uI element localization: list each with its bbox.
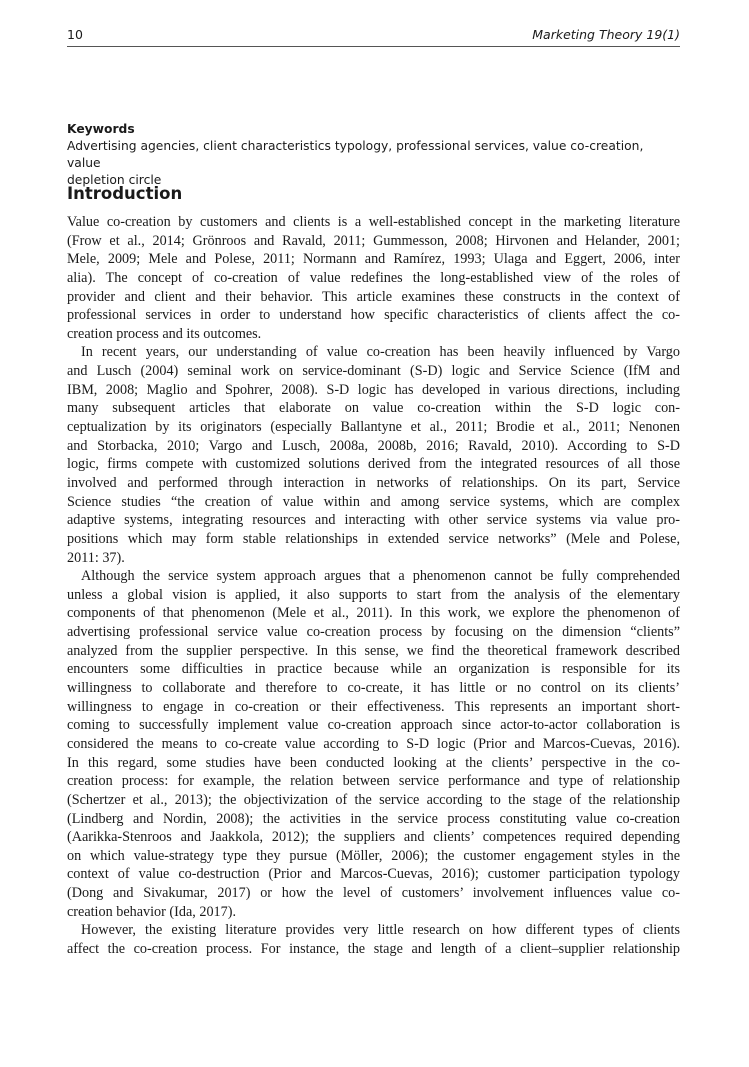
text-line: unless a global vision is applied, it also supports to start from the analysis of the elementary [67, 586, 680, 603]
text-line: context of value co-destruction (Prior and Marcos-Cuevas, 2016); customer participation typology [67, 866, 680, 883]
text-line: Value co-creation by customers and clients is a well-established concept in the marketing literature [67, 214, 680, 230]
text-line: many subsequent articles that elaborate on value co-creation within the S-D logic con- [67, 400, 680, 417]
text-line: on which value-strategy type they pursue (Möller, 2006); the customer engagement styles in the [67, 847, 680, 864]
text-line: affect the co-creation process. For instance, the stage and length of a client–supplier relationship [67, 940, 680, 957]
text-line: (Dong and Sivakumar, 2017) or how the level of customers’ involvement influences value co- [67, 885, 680, 902]
paragraph [67, 213, 680, 343]
text-line: creation behavior (Ida, 2017). [67, 903, 236, 920]
text-line: However, the existing literature provides very little research on how different types of clients [81, 922, 680, 939]
text-line: In recent years, our understanding of value co-creation has been heavily influenced by Vargo [81, 344, 680, 361]
text-line: (Lindberg and Nordin, 2008); the activities in the service process constituting value co-creation [67, 810, 680, 827]
text-line: willingness to engage in co-creation or their effectiveness. This represents an important short- [67, 698, 680, 715]
text-line: In this regard, some studies have been conducted looking at the clients’ perspective in the co- [67, 754, 680, 771]
text-line: logic, firms compete with customized solutions derived from the integrated resources of all those [67, 456, 680, 473]
keywords-section [67, 121, 680, 189]
text-line: components of that phenomenon (Mele et al., 2011). In this work, we explore the phenomenon of [67, 605, 680, 622]
body-text [67, 213, 680, 959]
section-heading: Introduction [67, 184, 183, 203]
paragraph [67, 567, 680, 921]
text-line: advertising professional service value co-creation process by focusing on the dimension “clients” [67, 624, 680, 641]
text-line: Although the service system approach argues that a phenomenon cannot be fully comprehended [81, 568, 680, 585]
text-line: (Frow et al., 2014; Grönroos and Ravald, 2011; Gummesson, 2008; Hirvonen and Helander, 2001; [67, 232, 680, 249]
text-line: and Storbacka, 2010; Vargo and Lusch, 2008a, 2008b, 2016; Ravald, 2010). According to S-D [67, 437, 680, 454]
running-header [67, 27, 680, 47]
text-line: coming to successfully implement value co-creation approach since actor-to-actor collaboration is [67, 717, 680, 734]
text-line: creation process and its outcomes. [67, 325, 262, 342]
text-line: analyzed from the supplier perspective. In this sense, we find the theoretical framework described [67, 642, 680, 659]
keywords-line: depletion circle [67, 173, 162, 187]
text-line: considered the means to co-create value according to S-D logic (Prior and Marcos-Cuevas, 2016). [67, 735, 680, 752]
keywords-heading: Keywords [67, 122, 135, 136]
text-line: adaptive systems, integrating resources and interacting with other service systems via value pro- [67, 512, 680, 529]
text-line: 2011: 37). [67, 549, 125, 566]
text-line: professional services in order to understand how specific characteristics of clients affect the co- [67, 307, 680, 324]
keywords-line: Advertising agencies, client characteristics typology, professional services, value co-creation, value [67, 139, 644, 170]
text-line: and Lusch (2004) seminal work on service-dominant (S-D) logic and Service Science (IfM and [67, 363, 680, 380]
text-line: involved and performed through interaction in networks of relationships. On its part, Service [67, 474, 680, 491]
paragraph [67, 343, 680, 567]
text-line: Science studies “the creation of value within and among service systems, which are complex [67, 493, 680, 510]
text-line: creation process: for example, the relation between service performance and type of relationship [67, 773, 680, 790]
page-number: 10 [67, 27, 83, 42]
text-line: provider and client and their behavior. This article examines these constructs in the context of [67, 288, 680, 305]
journal-title: Marketing Theory 19(1) [532, 27, 680, 42]
text-line: (Schertzer et al., 2013); the objectivization of the service according to the stage of the relationship [67, 791, 680, 808]
text-line: (Aarikka-Stenroos and Jaakkola, 2012); the suppliers and clients’ competences required depending [67, 829, 680, 846]
text-line: encounters some difficulties in practice because while an organization is responsible for its [67, 661, 680, 678]
text-line: alia). The concept of co-creation of value redefines the long-established view of the roles of [67, 269, 680, 286]
text-line: willingness to collaborate and therefore to co-create, it has little or no control on its clients’ [67, 680, 680, 697]
text-line: positions which may form stable relationships in extended service networks” (Mele and Polese, [67, 530, 680, 547]
text-line: IBM, 2008; Maglio and Spohrer, 2008). S-D logic has developed in various directions, including [67, 381, 680, 398]
paragraph [67, 921, 680, 958]
text-line: ceptualization by its originators (especially Ballantyne et al., 2011; Brodie et al., 2011; Nenonen [67, 419, 680, 436]
text-line: Mele, 2009; Mele and Polese, 2011; Normann and Ramírez, 1993; Ulaga and Eggert, 2006, inter [67, 251, 680, 268]
